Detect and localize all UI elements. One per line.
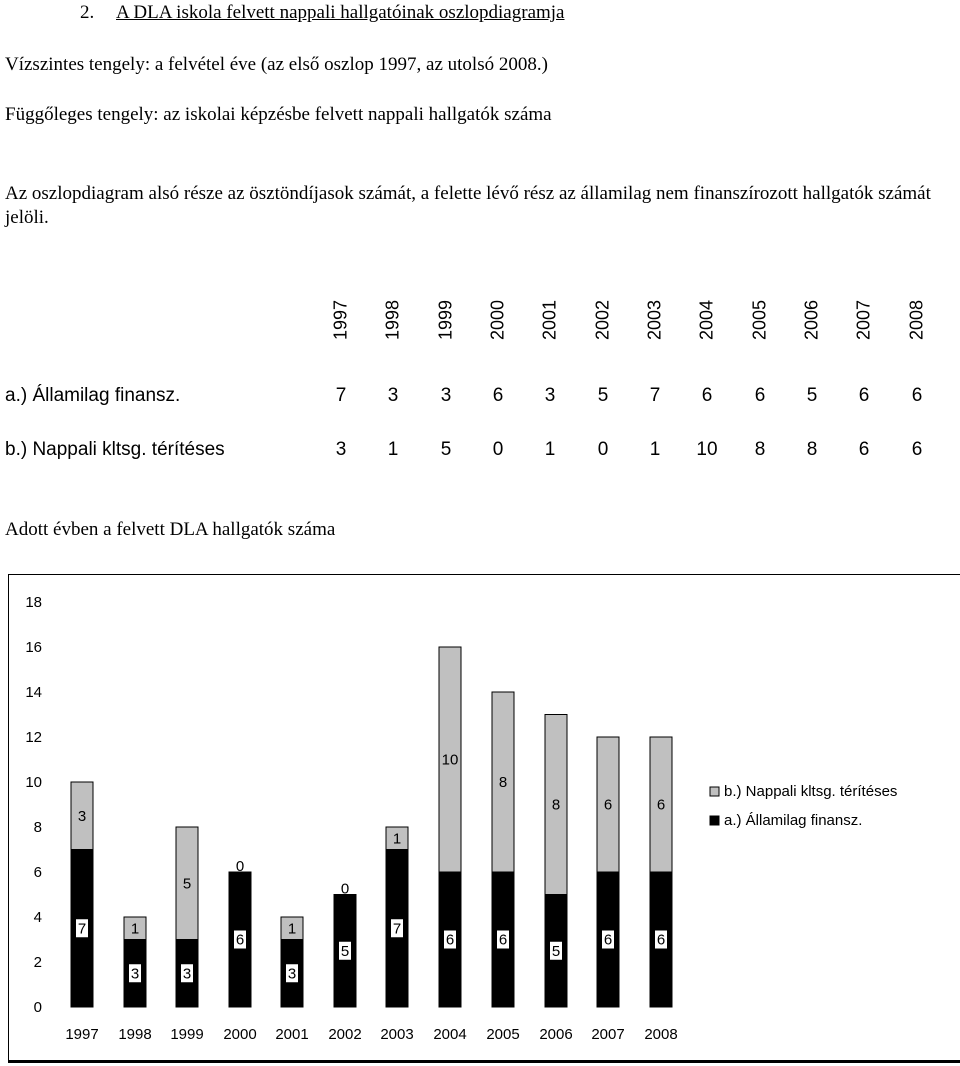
x-tick-label: 2002 bbox=[328, 1026, 362, 1043]
x-tick-label: 1999 bbox=[170, 1026, 204, 1043]
x-tick-label: 2005 bbox=[486, 1026, 520, 1043]
data-label-allami: 3 bbox=[182, 965, 192, 983]
data-label-allami: 6 bbox=[498, 931, 508, 949]
data-label-allami: 3 bbox=[287, 965, 297, 983]
table-year-header: 2003 bbox=[644, 299, 665, 341]
table-cell: 5 bbox=[806, 385, 818, 406]
chart-title: Adott évben a felvett DLA hallgatók száma bbox=[5, 519, 336, 540]
vertical-axis-description: Függőleges tengely: az iskolai képzésbe felvett nappali hallgatók száma bbox=[5, 104, 552, 125]
table-cell: 1 bbox=[544, 439, 556, 460]
table-year-header: 2006 bbox=[801, 299, 822, 341]
table-year-header: 2002 bbox=[592, 299, 613, 341]
data-label-nappali: 1 bbox=[392, 830, 402, 848]
table-cell: 7 bbox=[335, 385, 347, 406]
data-label-allami: 7 bbox=[77, 920, 87, 938]
y-tick-label: 2 bbox=[33, 954, 42, 971]
table-cell: 0 bbox=[597, 439, 609, 460]
y-tick-label: 8 bbox=[33, 819, 42, 836]
table-cell: 6 bbox=[911, 439, 923, 460]
data-label-nappali: 8 bbox=[498, 774, 508, 791]
data-label-allami: 5 bbox=[551, 942, 561, 960]
table-cell: 3 bbox=[387, 385, 399, 406]
table-cell: 6 bbox=[858, 439, 870, 460]
x-tick-label: 2007 bbox=[591, 1026, 625, 1043]
x-tick-label: 1998 bbox=[118, 1026, 152, 1043]
legend-swatch-nappali bbox=[710, 787, 719, 796]
table-cell: 6 bbox=[754, 385, 766, 406]
table-row-label: a.) Államilag finansz. bbox=[5, 385, 181, 406]
table-cell: 8 bbox=[754, 439, 766, 460]
data-label-allami: 5 bbox=[340, 942, 350, 960]
table-cell: 3 bbox=[544, 385, 556, 406]
data-label-nappali: 8 bbox=[551, 796, 561, 814]
table-cell: 1 bbox=[387, 439, 399, 460]
data-label-nappali: 0 bbox=[235, 858, 245, 875]
x-tick-label: 2004 bbox=[433, 1026, 467, 1043]
table-cell: 7 bbox=[649, 385, 661, 406]
table-year-header: 2008 bbox=[906, 299, 927, 341]
data-label-nappali: 3 bbox=[77, 807, 87, 825]
data-label-nappali: 6 bbox=[603, 796, 613, 814]
table-year-header: 2000 bbox=[487, 299, 508, 341]
table-year-header: 2007 bbox=[853, 299, 874, 341]
x-tick-label: 2001 bbox=[275, 1026, 309, 1043]
y-tick-label: 6 bbox=[33, 864, 42, 881]
table-year-header: 1997 bbox=[330, 299, 351, 341]
x-tick-label: 1997 bbox=[65, 1026, 99, 1043]
x-tick-label: 2000 bbox=[223, 1026, 257, 1043]
legend-label-nappali: b.) Nappali kltsg. térítéses bbox=[724, 783, 898, 800]
table-year-header: 2005 bbox=[749, 299, 770, 341]
chart-explanation: Az oszlopdiagram alsó része az ösztöndíjasok számát, a felette lévő rész az államilag nem finanszírozott hallgatók számát jelöli. bbox=[5, 183, 931, 228]
x-tick-label: 2008 bbox=[644, 1026, 678, 1043]
y-tick-label: 4 bbox=[33, 909, 42, 926]
data-label-allami: 6 bbox=[603, 931, 613, 949]
table-cell: 6 bbox=[911, 385, 923, 406]
table-cell: 6 bbox=[492, 385, 504, 406]
table-cell: 8 bbox=[806, 439, 818, 460]
y-tick-label: 18 bbox=[25, 594, 42, 611]
legend-swatch-allami bbox=[710, 816, 719, 825]
table-cell: 6 bbox=[858, 385, 870, 406]
x-tick-label: 2003 bbox=[380, 1026, 414, 1043]
data-label-nappali: 1 bbox=[287, 920, 297, 938]
table-year-header: 2001 bbox=[539, 299, 560, 341]
table-cell: 5 bbox=[597, 385, 609, 406]
data-label-allami: 7 bbox=[392, 920, 402, 938]
table-year-header: 2004 bbox=[696, 299, 717, 341]
data-label-allami: 6 bbox=[656, 931, 666, 949]
data-label-nappali: 1 bbox=[130, 920, 140, 938]
y-tick-label: 14 bbox=[25, 684, 42, 701]
heading-title: A DLA iskola felvett nappali hallgatóinak oszlopdiagramja bbox=[116, 2, 565, 23]
x-tick-label: 2006 bbox=[539, 1026, 573, 1043]
table-cell: 1 bbox=[649, 439, 661, 460]
horizontal-axis-description: Vízszintes tengely: a felvétel éve (az első oszlop 1997, az utolsó 2008.) bbox=[5, 54, 548, 75]
y-tick-label: 0 bbox=[33, 999, 42, 1016]
data-label-allami: 6 bbox=[445, 931, 455, 949]
heading-number: 2. bbox=[80, 2, 95, 23]
data-label-allami: 6 bbox=[235, 931, 245, 949]
table-cell: 6 bbox=[701, 385, 713, 406]
table-cell: 3 bbox=[335, 439, 347, 460]
table-year-header: 1999 bbox=[435, 299, 456, 341]
y-tick-label: 16 bbox=[25, 639, 42, 656]
data-label-nappali: 5 bbox=[182, 875, 192, 893]
table-cell: 3 bbox=[440, 385, 452, 406]
legend-label-allami: a.) Államilag finansz. bbox=[724, 812, 863, 829]
data-label-nappali: 6 bbox=[656, 796, 666, 814]
table-row-label: b.) Nappali kltsg. térítéses bbox=[5, 439, 225, 460]
table-year-header: 1998 bbox=[382, 299, 403, 341]
data-label-nappali: 10 bbox=[441, 751, 459, 769]
data-label-allami: 3 bbox=[130, 965, 140, 983]
table-cell: 10 bbox=[696, 439, 718, 460]
data-label-nappali: 0 bbox=[340, 880, 350, 898]
y-tick-label: 12 bbox=[25, 729, 42, 746]
table-cell: 5 bbox=[440, 439, 452, 460]
table-cell: 0 bbox=[492, 439, 504, 460]
y-tick-label: 10 bbox=[25, 774, 42, 791]
